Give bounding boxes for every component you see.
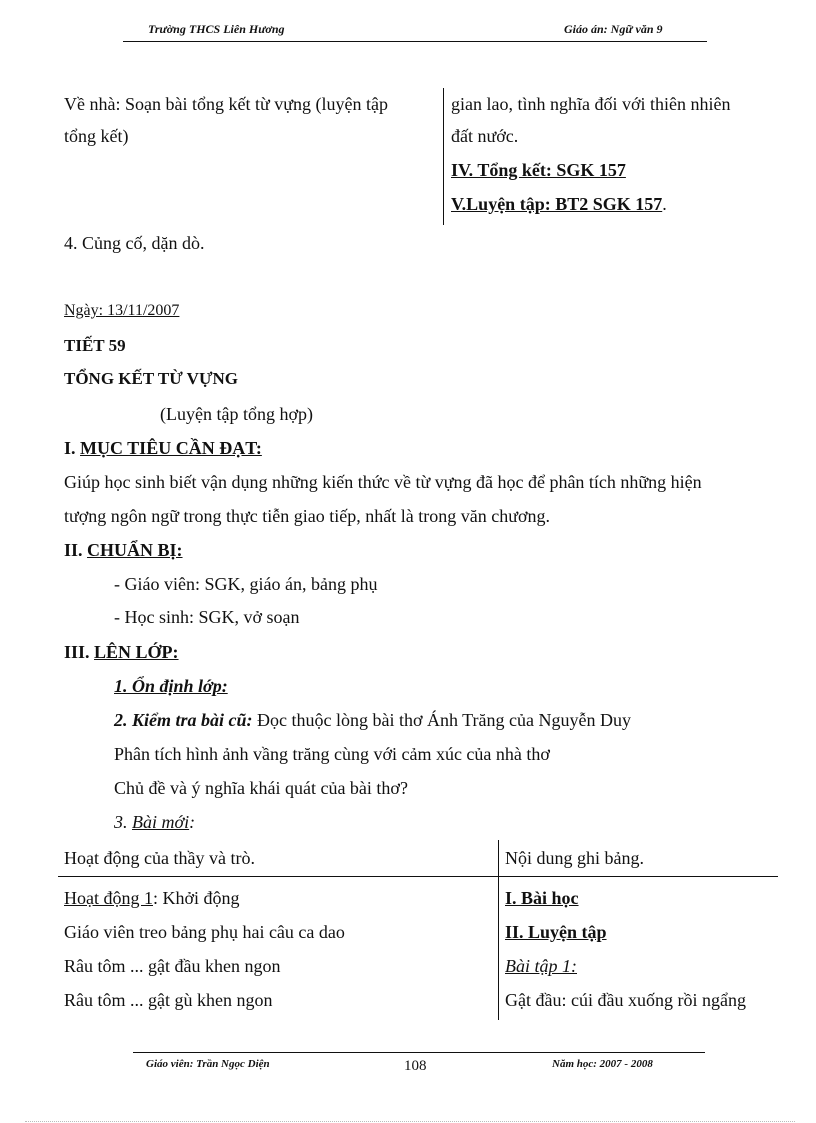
- lesson-subtitle: (Luyện tập tổng hợp): [160, 404, 313, 424]
- section2-number: II.: [64, 540, 83, 560]
- section3-heading: [64, 642, 179, 663]
- step2-review: [114, 710, 631, 731]
- summary-heading: IV. Tổng kết: SGK 157: [451, 160, 626, 180]
- header-subject: Giáo án: Ngữ văn 9: [564, 22, 663, 36]
- section1-line1: Giúp học sinh biết vận dụng những kiến thức về từ vựng đã học để phân tích những hiện: [64, 472, 702, 492]
- section2-title: CHUẨN BỊ:: [87, 540, 183, 560]
- step2-text: Đọc thuộc lòng bài thơ Ánh Trăng của Nguyễn Duy: [252, 710, 631, 730]
- board-row-4: Gật đầu: cúi đầu xuống rồi ngẩng: [505, 990, 746, 1010]
- section1-line2: tượng ngôn ngữ trong thực tiễn giao tiếp, nhất là trong văn chương.: [64, 506, 550, 526]
- board-lesson-heading: I. Bài học: [505, 888, 579, 908]
- review-question-1: Phân tích hình ảnh vầng trăng cùng với cảm xúc của nhà thơ: [114, 744, 550, 764]
- step3-colon: :: [189, 812, 196, 832]
- activity1-row: [64, 888, 240, 909]
- top-right-line2: đất nước.: [451, 126, 519, 146]
- step3-number: 3.: [114, 812, 132, 832]
- lesson-number: TIẾT 59: [64, 336, 126, 355]
- practice-heading-dot: .: [662, 194, 667, 214]
- header-rule: [123, 41, 707, 42]
- consolidation-line: 4. Củng cố, dặn dò.: [64, 233, 205, 253]
- board-exercise1-heading: Bài tập 1:: [505, 956, 577, 976]
- practice-heading: [451, 194, 667, 215]
- page-bottom-dotted-rule: [25, 1121, 795, 1122]
- prep-teacher: - Giáo viên: SGK, giáo án, bảng phụ: [114, 574, 378, 594]
- activity-row-2: Giáo viên treo bảng phụ hai câu ca dao: [64, 922, 345, 942]
- activity1-label: Hoạt động 1: [64, 888, 153, 908]
- activity-row-4: Râu tôm ... gật gù khen ngon: [64, 990, 273, 1010]
- activity-col-teacher-header: Hoạt động của thầy và trò.: [64, 848, 255, 868]
- board-practice-heading: II. Luyện tập: [505, 922, 607, 942]
- header-school: Trường THCS Liên Hương: [148, 22, 285, 36]
- section1-number: I.: [64, 438, 76, 458]
- section1-heading: [64, 438, 262, 459]
- review-question-2: Chủ đề và ý nghĩa khái quát của bài thơ?: [114, 778, 408, 798]
- step3-label: Bài mới: [132, 812, 190, 832]
- top-table-divider: [443, 88, 444, 225]
- activity-col-board-header: Nội dung ghi bảng.: [505, 848, 644, 868]
- top-left-line1: Về nhà: Soạn bài tổng kết từ vựng (luyện tập: [64, 94, 388, 114]
- section3-number: III.: [64, 642, 90, 662]
- activity1-text: : Khởi động: [153, 888, 240, 908]
- footer-teacher: Giáo viên: Trần Ngọc Diện: [146, 1058, 270, 1070]
- activity-table-divider: [498, 840, 499, 1020]
- practice-heading-text: V.Luyện tập: BT2 SGK 157: [451, 194, 663, 214]
- step3-new-lesson: [114, 812, 195, 833]
- top-left-line2: tổng kết): [64, 126, 129, 146]
- footer-rule: [133, 1052, 705, 1053]
- prep-student: - Học sinh: SGK, vở soạn: [114, 607, 300, 627]
- lesson-date: Ngày: 13/11/2007: [64, 302, 180, 319]
- activity-row-3: Râu tôm ... gật đầu khen ngon: [64, 956, 281, 976]
- section3-title: LÊN LỚP:: [94, 642, 179, 662]
- lesson-title: TỔNG KẾT TỪ VỰNG: [64, 369, 238, 388]
- section1-title: MỤC TIÊU CẦN ĐẠT:: [80, 438, 262, 458]
- footer-school-year: Năm học: 2007 - 2008: [552, 1058, 653, 1070]
- activity-table-header-rule: [58, 876, 778, 877]
- footer-page-number: 108: [404, 1058, 427, 1074]
- step1-stabilize: [114, 676, 228, 697]
- top-right-line1: gian lao, tình nghĩa đối với thiên nhiên: [451, 94, 731, 114]
- step1-text: 1. Ổn định lớp:: [114, 676, 228, 696]
- section2-heading: [64, 540, 183, 561]
- step2-label: 2. Kiểm tra bài cũ:: [114, 710, 253, 730]
